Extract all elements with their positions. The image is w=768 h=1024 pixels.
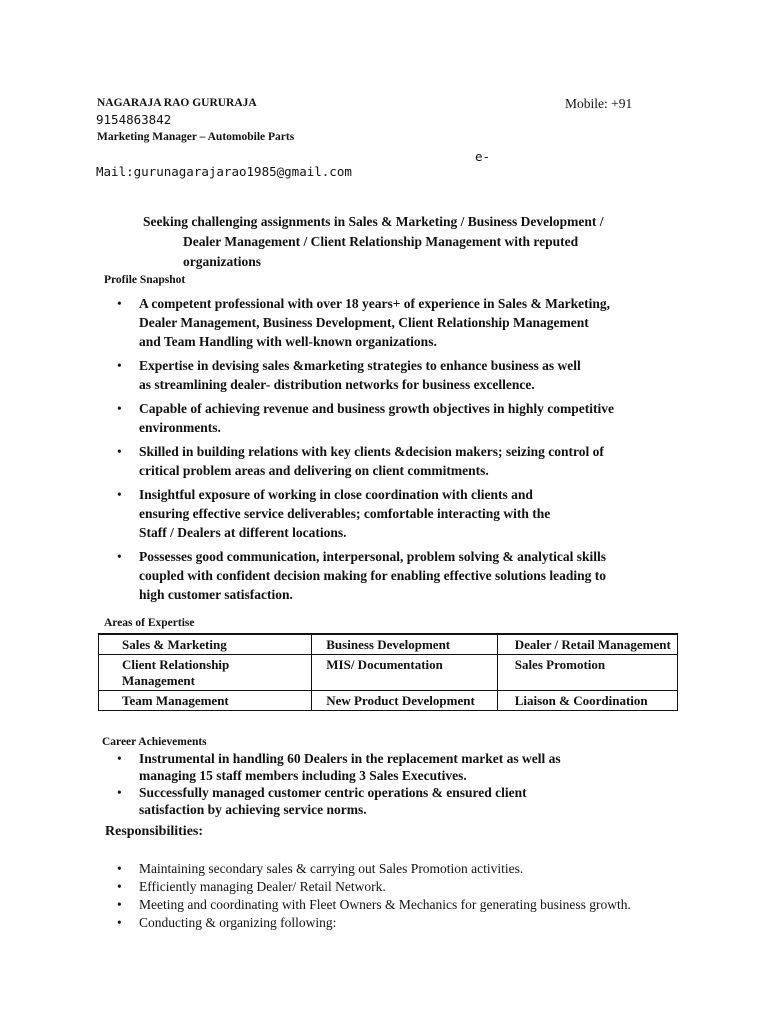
areas-of-expertise-heading: Areas of Expertise (104, 617, 195, 629)
list-item: • Meeting and coordinating with Fleet Owners & Mechanics for generating business growth. (117, 896, 717, 914)
list-item-line: high customer satisfaction. (139, 587, 293, 602)
list-item-line: • Successfully managed customer centric operations & ensured client (139, 785, 527, 800)
table-cell: Client Relationship Management (99, 655, 312, 691)
list-item-line: • Insightful exposure of working in close coordination with clients and (139, 487, 533, 502)
profile-snapshot-heading: Profile Snapshot (104, 274, 186, 286)
list-item-line: • Instrumental in handling 60 Dealers in the replacement market as well as (139, 751, 561, 766)
table-cell: Liaison & Coordination (497, 691, 677, 711)
list-item-line: critical problem areas and delivering on client commitments. (139, 463, 489, 478)
expertise-table (98, 633, 678, 711)
list-item (117, 750, 677, 784)
table-cell: Team Management (99, 691, 312, 711)
objective-line-1: Seeking challenging assignments in Sales & Marketing / Business Development / (143, 214, 604, 229)
email-address[interactable]: Mail:gurunagarajarao1985@gmail.com (96, 164, 352, 179)
table-row (99, 691, 678, 711)
phone-number: 9154863842 (96, 112, 172, 127)
table-row (99, 634, 678, 655)
career-achievements-list (117, 750, 677, 818)
list-item-line: • Skilled in building relations with key clients &decision makers; seizing control of (139, 444, 604, 459)
list-item-line: • Possesses good communication, interpersonal, problem solving & analytical skills (139, 549, 607, 564)
list-item-line: managing 15 staff members including 3 Sales Executives. (139, 768, 467, 783)
candidate-name: NAGARAJA RAO GURURAJA (97, 97, 257, 109)
table-cell: Dealer / Retail Management (497, 634, 677, 655)
list-item: • Efficiently managing Dealer/ Retail Network. (117, 878, 717, 896)
list-item-line: • Expertise in devising sales &marketing strategies to enhance business as well (139, 358, 581, 373)
objective-line-3: organizations (183, 254, 262, 269)
list-item-line: as streamlining dealer- distribution networks for business excellence. (139, 377, 535, 392)
list-item (117, 294, 677, 351)
responsibilities-heading: Responsibilities: (105, 824, 204, 839)
responsibilities-list (117, 860, 717, 932)
list-item-line: Dealer Management, Business Development, Client Relationship Management (139, 315, 589, 330)
list-item: • Maintaining secondary sales & carrying out Sales Promotion activities. (117, 860, 717, 878)
table-row (99, 655, 678, 691)
list-item (117, 485, 677, 542)
table-cell: Sales & Marketing (99, 634, 312, 655)
list-item-line: ensuring effective service deliverables; comfortable interacting with the (139, 506, 551, 521)
table-cell: Sales Promotion (497, 655, 677, 691)
table-cell: MIS/ Documentation (312, 655, 497, 691)
list-item (117, 399, 677, 437)
list-item (117, 442, 677, 480)
list-item-line: environments. (139, 420, 221, 435)
list-item-line: • Capable of achieving revenue and business growth objectives in highly competitive (139, 401, 615, 416)
list-item-line: Staff / Dealers at different locations. (139, 525, 347, 540)
table-cell: New Product Development (312, 691, 497, 711)
career-achievements-heading: Career Achievements (102, 736, 207, 748)
job-title: Marketing Manager – Automobile Parts (97, 131, 295, 143)
list-item-line: and Team Handling with well-known organizations. (139, 334, 437, 349)
list-item (117, 784, 677, 818)
objective-line-2: Dealer Management / Client Relationship Management with reputed (183, 234, 579, 249)
list-item (117, 547, 677, 604)
list-item-line: coupled with confident decision making for enabling effective solutions leading to (139, 568, 607, 583)
email-prefix: e- (475, 149, 491, 164)
list-item: • Conducting & organizing following: (117, 914, 717, 932)
list-item-line: • A competent professional with over 18 years+ of experience in Sales & Marketing, (139, 296, 611, 311)
mobile-label: Mobile: +91 (565, 96, 633, 111)
list-item (117, 356, 677, 394)
profile-snapshot-list (117, 294, 677, 609)
list-item-line: satisfaction by achieving service norms. (139, 802, 367, 817)
table-cell: Business Development (312, 634, 497, 655)
